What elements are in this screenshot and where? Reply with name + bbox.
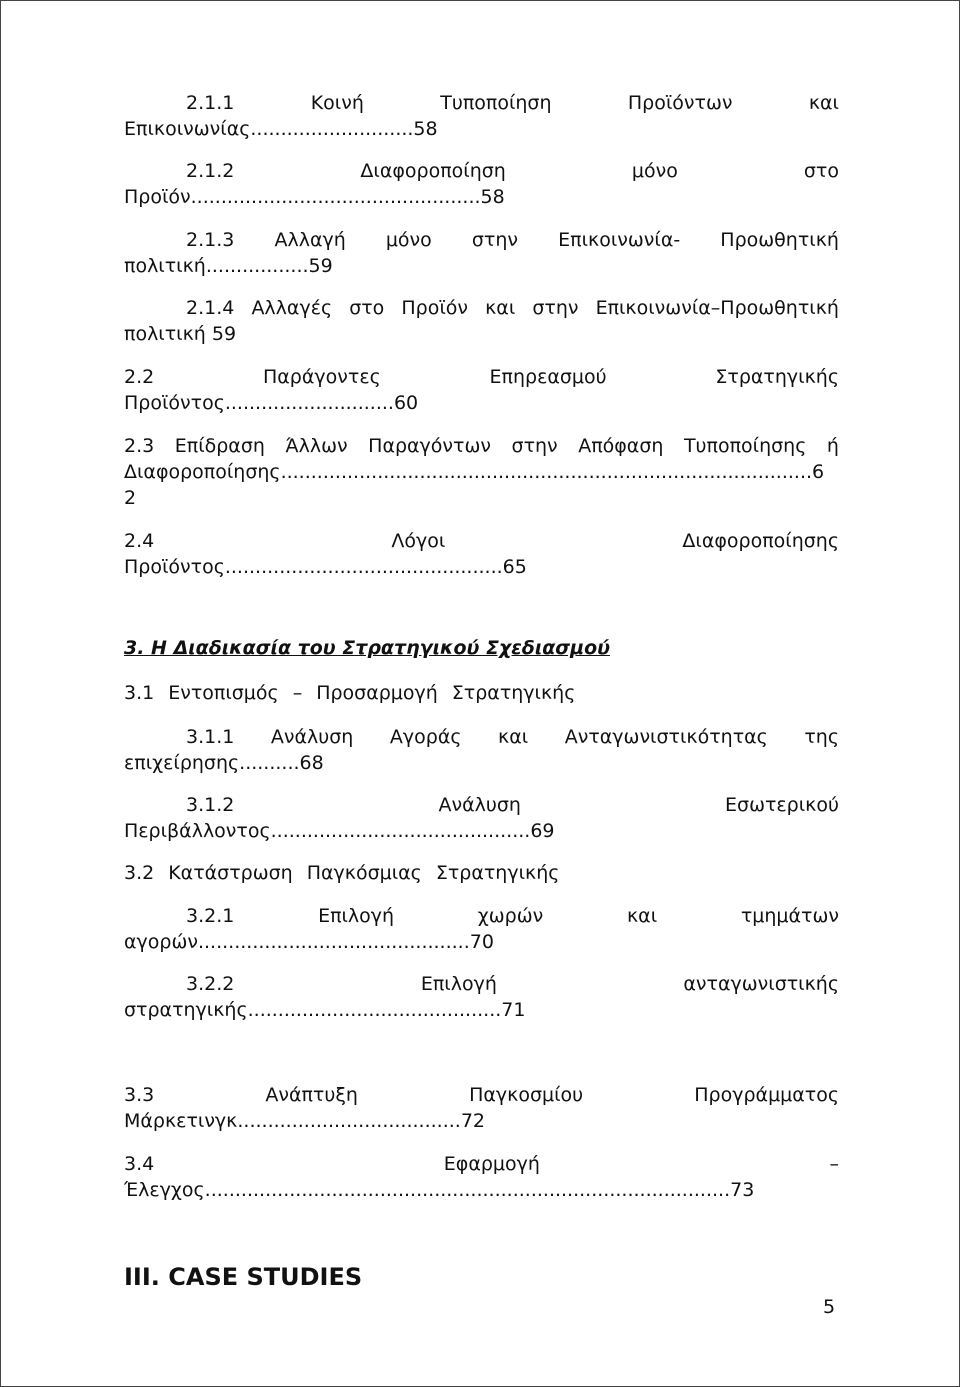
toc-word: Παράγοντες	[263, 366, 381, 388]
toc-word: Επηρεασμού	[489, 366, 607, 388]
toc-word: 3.1.1	[186, 726, 235, 748]
toc-word: στην	[532, 297, 579, 319]
toc-entry-page-line: Μάρκετινγκ.....................................72	[124, 1110, 486, 1132]
toc-word: 3.3	[124, 1084, 155, 1106]
toc-word: Ανάλυση	[270, 726, 354, 748]
toc-word: 3.1.2	[186, 794, 235, 816]
toc-entry-title	[124, 680, 839, 706]
toc-word: της	[804, 726, 839, 748]
toc-word: Τυποποίησης	[683, 435, 807, 457]
toc-word: ανταγωνιστικής	[683, 973, 839, 995]
toc-word: και	[808, 92, 839, 114]
toc-entry-page-line: Έλεγχος.......................................................................................73	[124, 1179, 755, 1201]
toc-word: Προωθητική	[720, 229, 839, 251]
toc-entry	[124, 724, 839, 776]
toc-entry-page-line: στρατηγικής..........................................71	[124, 999, 526, 1021]
toc-word: στην	[511, 435, 558, 457]
toc-entry-title	[124, 724, 839, 750]
toc-word: Εντοπισμός	[168, 682, 279, 704]
toc-entry-title	[124, 364, 839, 390]
toc-word: Επικοινωνία–Προωθητική	[595, 297, 839, 319]
toc-word: Παγκόσμιας	[306, 862, 422, 884]
toc-word: μόνο	[385, 229, 432, 251]
toc-entry	[124, 90, 839, 142]
toc-word: Προϊόν	[401, 297, 469, 319]
toc-entry	[124, 295, 839, 347]
toc-word: 2.1.4	[186, 297, 235, 319]
toc-word: Ανάλυση	[438, 794, 521, 816]
toc-word: –	[829, 1153, 839, 1175]
toc-word: 3.2.2	[186, 973, 235, 995]
toc-entry-title	[124, 528, 839, 554]
toc-entry-page-line: Προϊόν................................................58	[124, 186, 505, 208]
toc-word: και	[498, 726, 529, 748]
toc-word: Επιλογή	[420, 973, 497, 995]
toc-word: Διαφοροποίησης	[682, 530, 839, 552]
toc-word: 2.1.3	[186, 229, 235, 251]
toc-entry-title	[124, 295, 839, 321]
toc-word: Προγράμματος	[694, 1084, 839, 1106]
toc-entry	[124, 903, 839, 955]
toc-word: Διαφοροποίηση	[360, 160, 506, 182]
toc-entry	[124, 1151, 839, 1203]
toc-word: στο	[349, 297, 385, 319]
toc-entry	[124, 158, 839, 210]
toc-entry-page-line: Προϊόντος............................60	[124, 392, 419, 414]
toc-word: Εσωτερικού	[725, 794, 839, 816]
toc-word: Παραγόντων	[368, 435, 491, 457]
toc-entry	[124, 860, 839, 886]
page-number: 5	[823, 1296, 836, 1318]
toc-entry-page-line: Προϊόντος..............................................65	[124, 556, 527, 578]
toc-word: Τυποποίηση	[440, 92, 552, 114]
toc-entry-title	[124, 792, 839, 818]
toc-entry-title	[124, 860, 839, 886]
toc-entry-title	[124, 90, 839, 116]
toc-word: Αλλαγή	[274, 229, 346, 251]
toc-entry-page-line: Επικοινωνίας...........................58	[124, 118, 438, 140]
toc-entry	[124, 364, 839, 416]
toc-word: Επιλογή	[318, 905, 395, 927]
toc-word: –	[292, 682, 303, 704]
toc-entry-page-line: επιχείρησης..........68	[124, 752, 324, 774]
toc-word: Στρατηγικής	[715, 366, 839, 388]
toc-entry-page-line: πολιτική 59	[124, 323, 237, 345]
toc-entry-title	[124, 903, 839, 929]
toc-entry	[124, 792, 839, 844]
toc-entry-title	[124, 1082, 839, 1108]
toc-entry-title	[124, 227, 839, 253]
toc-word: Αγοράς	[389, 726, 462, 748]
toc-word: Κατάστρωση	[168, 862, 293, 884]
toc-word: 2.4	[124, 530, 155, 552]
toc-word: 2.1.2	[186, 160, 235, 182]
toc-entry	[124, 227, 839, 279]
toc-word: 2.3	[124, 435, 155, 457]
toc-word: Προσαρμογή	[316, 682, 438, 704]
toc-word: ή	[826, 435, 839, 457]
toc-word: Λόγοι	[391, 530, 446, 552]
toc-word: στο	[803, 160, 839, 182]
toc-word: και	[626, 905, 658, 927]
toc-word: 3.4	[124, 1153, 155, 1175]
toc-word: Αλλαγές	[251, 297, 333, 319]
toc-entry	[124, 433, 839, 511]
toc-entry-title	[124, 1151, 839, 1177]
toc-entry-title	[124, 158, 839, 184]
toc-entry-page-line: αγορών.............................................70	[124, 931, 494, 953]
toc-word: 2.2	[124, 366, 155, 388]
toc-entry-page-line: 2	[124, 487, 137, 509]
toc-entry	[124, 971, 839, 1023]
toc-word: και	[485, 297, 516, 319]
part-heading: III. CASE STUDIES	[124, 1263, 363, 1291]
toc-word: 3.1	[124, 682, 155, 704]
toc-word: Επικοινωνία-	[558, 229, 681, 251]
toc-word: Εφαρμογή	[443, 1153, 540, 1175]
toc-word: τμημάτων	[740, 905, 839, 927]
toc-word: Ανταγωνιστικότητας	[564, 726, 768, 748]
toc-entry-page-line: Διαφοροποίησης........................................................................................6	[124, 461, 825, 483]
toc-entry-page-line: Περιβάλλοντος...........................................69	[124, 820, 555, 842]
toc-word: Ανάπτυξη	[265, 1084, 358, 1106]
toc-word: Παγκοσμίου	[469, 1084, 584, 1106]
toc-entry-title	[124, 433, 839, 459]
toc-word: Απόφαση	[578, 435, 664, 457]
toc-entry	[124, 1082, 839, 1134]
toc-word: στην	[471, 229, 519, 251]
toc-entry	[124, 528, 839, 580]
toc-word: 3.2.1	[186, 905, 235, 927]
toc-word: Προϊόντων	[627, 92, 733, 114]
toc-word: Κοινή	[310, 92, 364, 114]
toc-word: Στρατηγικής	[435, 862, 560, 884]
toc-word: Άλλων	[285, 435, 348, 457]
toc-word: 3.2	[124, 862, 155, 884]
toc-word: χωρών	[477, 905, 544, 927]
toc-word: Στρατηγικής	[451, 682, 576, 704]
toc-entry-page-line: πολιτική.................59	[124, 255, 333, 277]
toc-entry-title	[124, 971, 839, 997]
section-heading: 3. Η Διαδικασία του Στρατηγικού Σχεδιασμού	[124, 637, 610, 659]
toc-word: Επίδραση	[174, 435, 265, 457]
toc-entry	[124, 680, 839, 706]
toc-word: μόνο	[631, 160, 678, 182]
toc-word: 2.1.1	[186, 92, 235, 114]
